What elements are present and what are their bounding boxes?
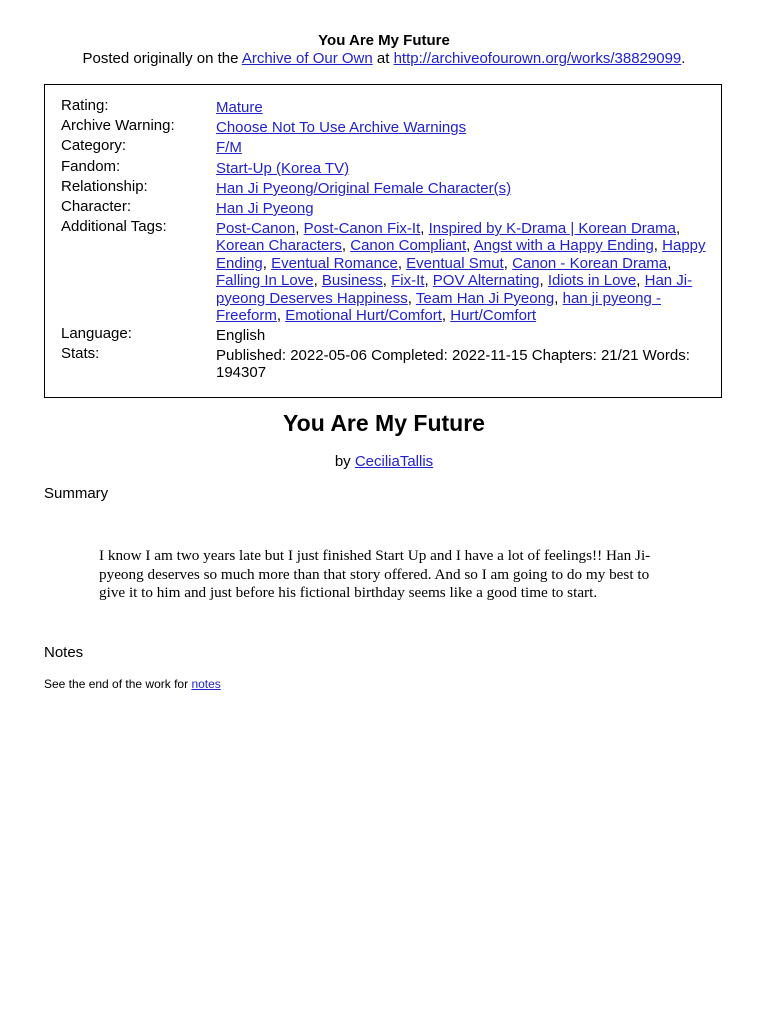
at-word: at [376, 50, 390, 67]
work-url-link[interactable]: http://archiveofourown.org/works/38829099 [393, 50, 682, 67]
notes-prefix: See the end of the work for [44, 677, 189, 691]
by-word: by [334, 453, 351, 470]
additional-tag-link[interactable]: Fix-It [391, 272, 425, 290]
byline [0, 453, 768, 470]
additional-tag-link[interactable]: Canon - Korean Drama [512, 254, 668, 272]
posted-prefix: Posted originally on the [82, 50, 239, 67]
additional-tag-link[interactable]: Korean Characters [216, 237, 342, 255]
summary-heading: Summary [44, 485, 109, 502]
additional-tag-link[interactable]: Hurt/Comfort [450, 307, 537, 325]
relationship-link[interactable]: Han Ji Pyeong/Original Female Character(s) [216, 180, 512, 197]
additional-tag-link[interactable]: han ji pyeong - Freeform [216, 289, 662, 325]
additional-tag-link[interactable]: Inspired by K-Drama | Korean Drama [428, 220, 676, 237]
additional-tag-link[interactable]: Emotional Hurt/Comfort [285, 307, 442, 325]
fandom-link[interactable]: Start-Up (Korea TV) [216, 160, 350, 177]
character-label: Character: [61, 198, 132, 215]
category-label: Category: [61, 137, 127, 154]
stats-label: Stats: [61, 345, 100, 362]
additional-tag-link[interactable]: Han Ji-pyeong Deserves Happiness [216, 272, 693, 307]
additional-tag-link[interactable]: Falling In Love [216, 272, 314, 290]
language-label: Language: [61, 325, 132, 342]
additional-tag-link[interactable]: Eventual Smut [406, 254, 504, 272]
additional-tag-link[interactable]: Canon Compliant [350, 237, 467, 255]
additional-tag-link[interactable]: Team Han Ji Pyeong [415, 289, 555, 307]
stats-value: Published: 2022-05-06 Completed: 2022-11-15 Chapters: 21/21 Words: 194307 [216, 347, 690, 382]
author-link[interactable]: CeciliaTallis [354, 453, 434, 470]
rating-link[interactable]: Mature [216, 99, 263, 116]
archive-link[interactable]: Archive of Our Own [241, 50, 373, 67]
work-title: You Are My Future [283, 410, 485, 436]
character-link[interactable]: Han Ji Pyeong [216, 200, 314, 217]
notes-line [44, 677, 221, 691]
additional-tag-link[interactable]: Happy Ending [216, 237, 706, 272]
category-link[interactable]: F/M [216, 139, 242, 156]
additional-tags-label: Additional Tags: [61, 218, 167, 235]
notes-link[interactable]: notes [191, 677, 221, 691]
summary-text: I know I am two years late but I just finished Start Up and I have a lot of feelings!! Han Ji-pyeong deserves so much more than that story offered. And so I am going to do my best to give it to him and just before his fictional birthday seems like a good time to start. [99, 547, 651, 601]
additional-tag-link[interactable]: POV Alternating [432, 272, 540, 290]
additional-tag-link[interactable]: Post-Canon [216, 220, 296, 237]
document-header-title: You Are My Future [318, 32, 450, 49]
additional-tags-list: Post-Canon, Post-Canon Fix-It, Inspired by K-Drama | Korean Drama, Korean Characters, Canon Compliant, Angst with a Happy Ending, Happy Ending, Eventual Romance, Eventual Smut, Canon - Korean Drama, Falling In Love, Business, Fix-It, POV Alternating, Idiots in Love, Han Ji-pyeong Deserves Happiness, Team Han Ji Pyeong, han ji pyeong - Freeform, Emotional Hurt/Comfort, Hurt/Comfort [216, 220, 706, 325]
warning-link[interactable]: Choose Not To Use Archive Warnings [216, 119, 467, 136]
additional-tag-link[interactable]: Idiots in Love [547, 272, 637, 290]
fandom-label: Fandom: [61, 158, 121, 175]
language-value: English [216, 327, 266, 344]
posted-line [0, 50, 768, 67]
notes-heading: Notes [44, 644, 84, 661]
relationship-label: Relationship: [61, 178, 148, 195]
work-metadata-box [44, 84, 722, 398]
additional-tag-link[interactable]: Post-Canon Fix-It [303, 220, 421, 237]
rating-label: Rating: [61, 97, 109, 114]
warning-label: Archive Warning: [61, 117, 175, 134]
period: . [681, 50, 686, 67]
additional-tag-link[interactable]: Business [321, 272, 383, 290]
additional-tag-link[interactable]: Angst with a Happy Ending [473, 237, 654, 255]
additional-tag-link[interactable]: Eventual Romance [271, 254, 398, 272]
